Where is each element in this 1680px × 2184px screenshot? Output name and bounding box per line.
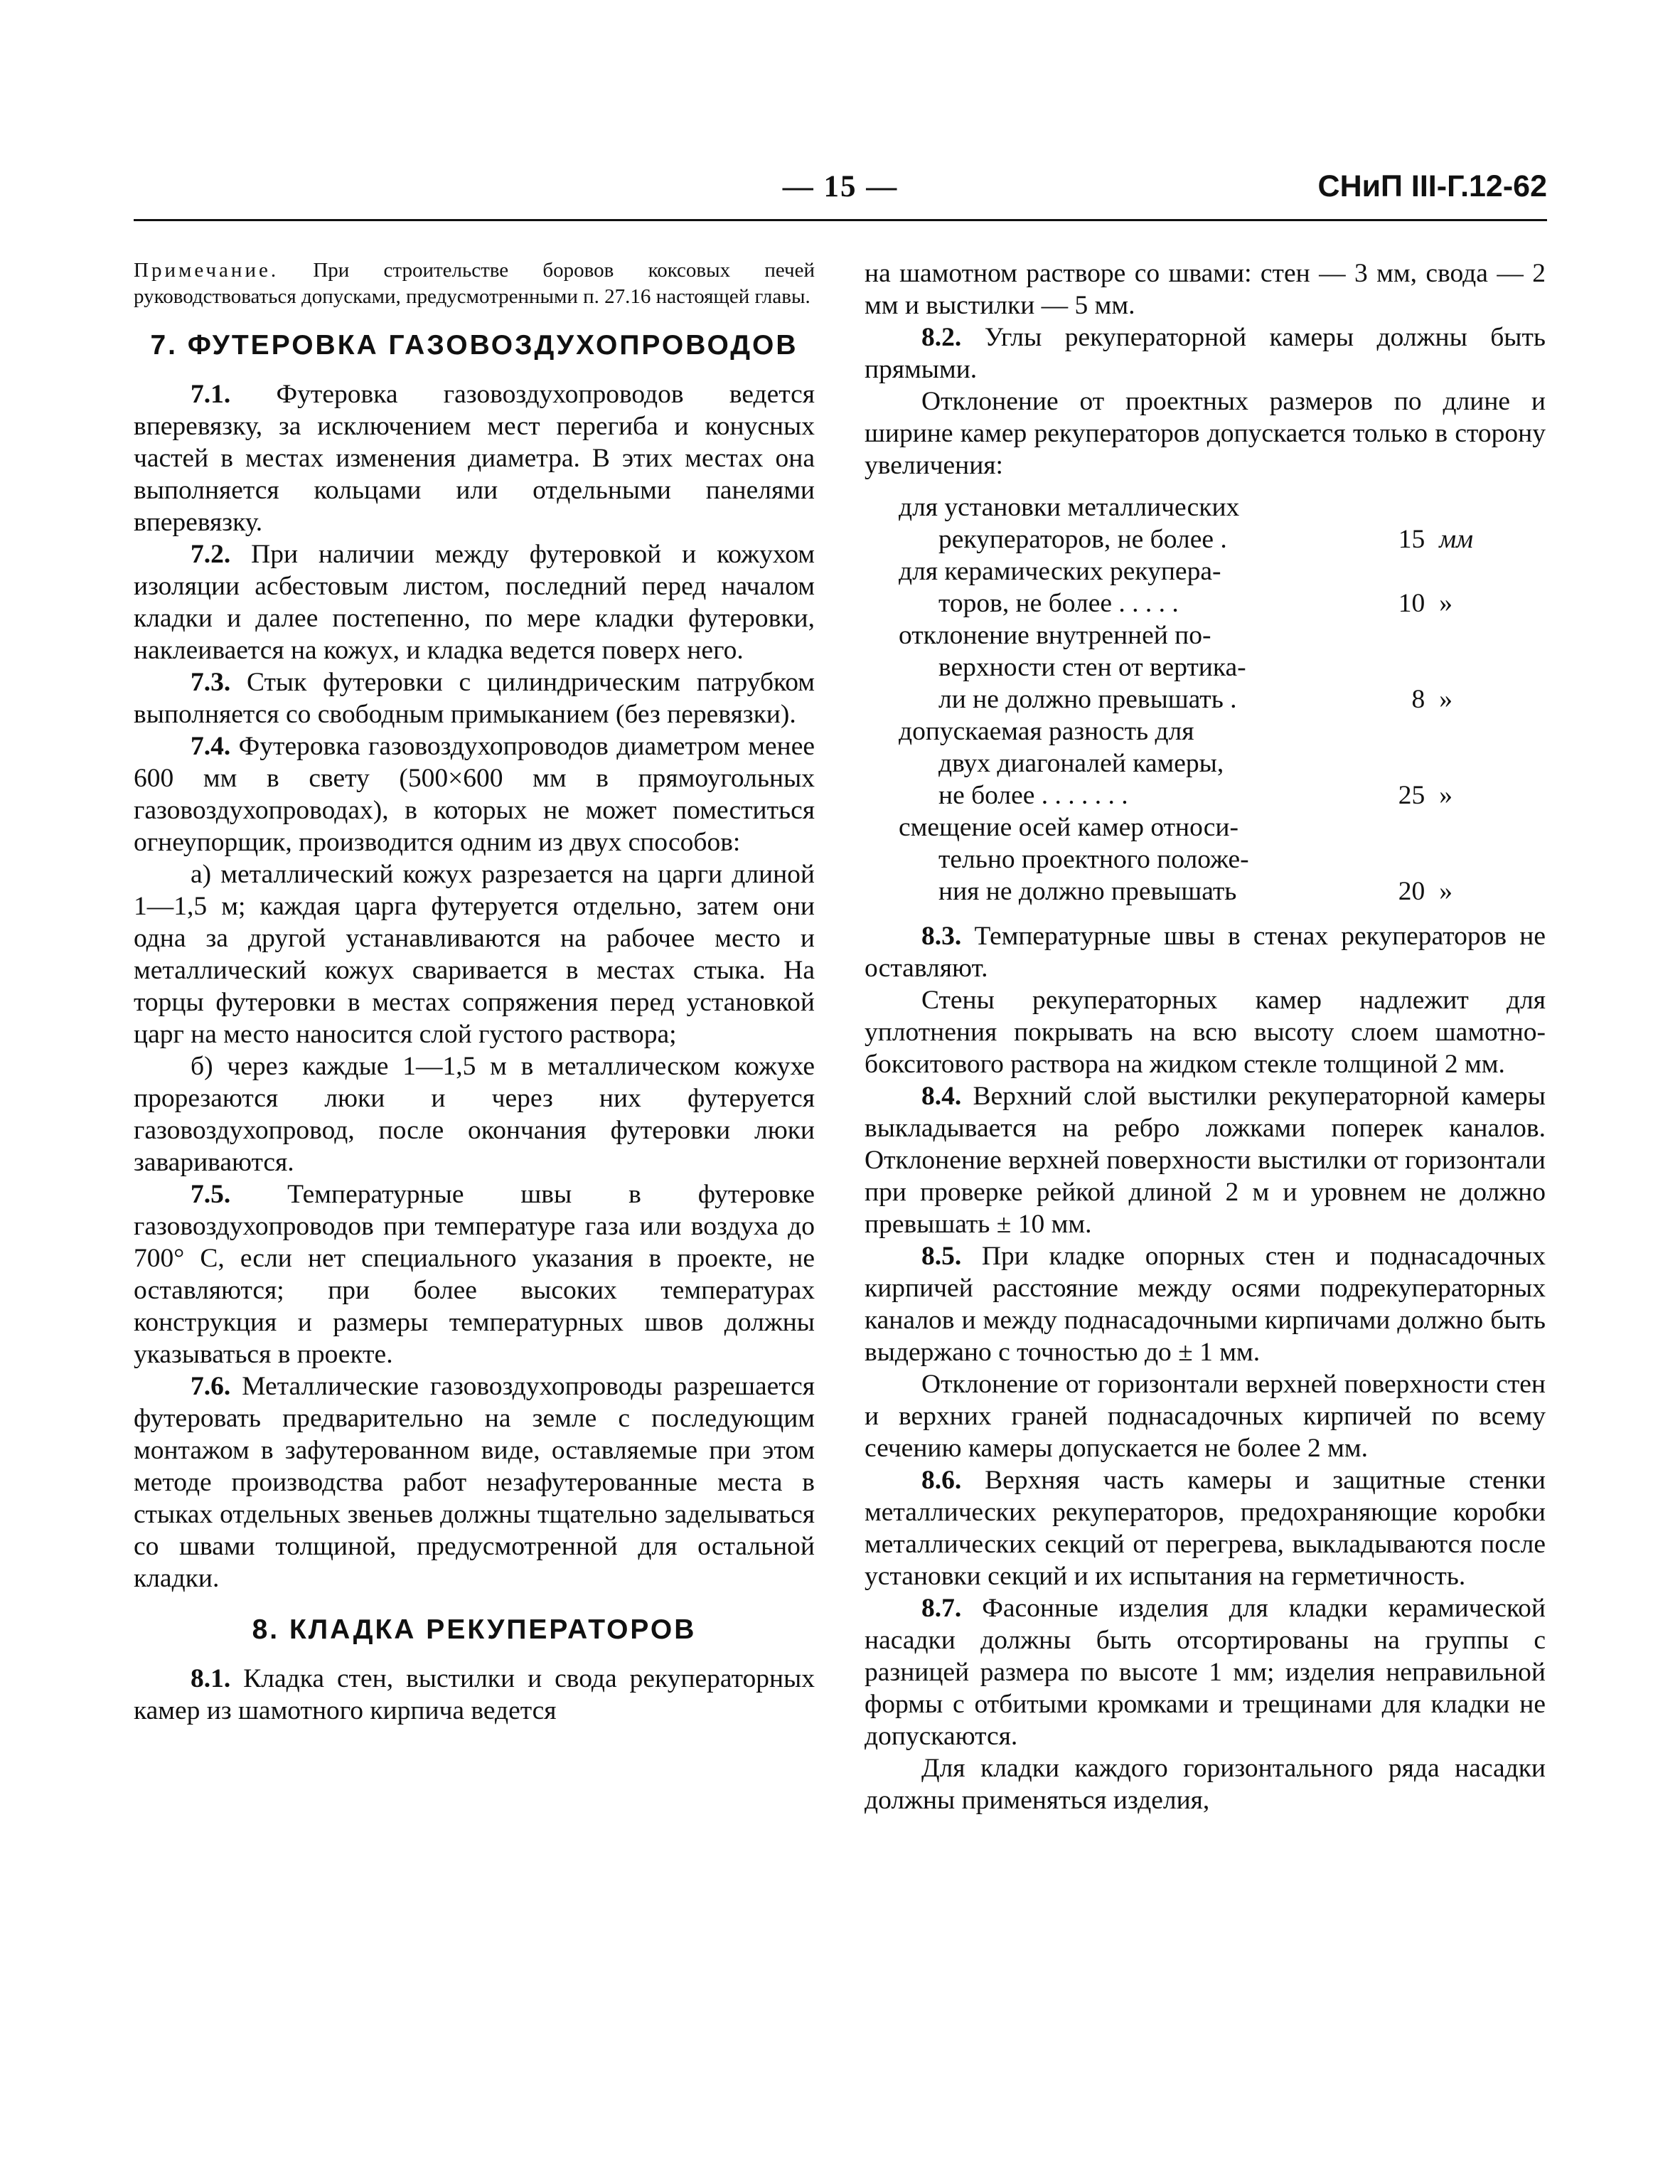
tolerance-row: [899, 555, 1524, 619]
paragraph-text: Металлические газовоздухопроводы разрешается футеровать предварительно на земле с последующим монтажом в зафутерованном виде, оставляемые при этом методе производства работ незафутерованные места в стыках отдельных звеньев должны тщательно заделываться со швами толщиной, предусмотренной для остальной кладки.: [134, 1372, 815, 1593]
paragraph-8-1-continued: на шамотном растворе со швами: стен — 3 мм, свода — 2 мм и выстилки — 5 мм.: [865, 259, 1546, 320]
tolerance-label: для установки металлических: [899, 493, 1240, 522]
paragraph-number: 8.2.: [921, 323, 962, 352]
paragraph-text: При кладке опорных стен и поднасадочных кирпичей расстояние между осями подрекуператорных каналов и между поднасадочными кирпичами должно быть выдержано с точностью до ± 1 мм.: [865, 1242, 1546, 1367]
paragraph-number: 8.1.: [191, 1664, 231, 1693]
paragraph-7-4: [134, 730, 815, 858]
paragraph-8-7: [865, 1592, 1546, 1752]
tolerance-value: 10: [1398, 589, 1425, 618]
paragraph-8-1: [134, 1663, 815, 1727]
paragraph-8-4: [865, 1080, 1546, 1240]
tolerance-unit: »: [1439, 877, 1452, 906]
paragraph-8-3: [865, 920, 1546, 984]
paragraph-number: 7.6.: [191, 1372, 231, 1401]
paragraph-number: 8.5.: [921, 1242, 962, 1271]
tolerance-label: не более . . . . . . .: [938, 781, 1128, 810]
tolerance-value: 20: [1398, 877, 1425, 906]
paragraph-text: Температурные швы в стенах рекуператоров не оставляют.: [865, 922, 1546, 983]
paragraph-7-4-b: б) через каждые 1—1,5 м в металлическом кожухе прорезаются люки и через них футеруется газовоздухопровод, после окончания футеровки люки завариваются.: [134, 1052, 815, 1177]
page-header: [134, 169, 1547, 219]
tolerance-row: [899, 715, 1524, 811]
paragraph-number: 8.3.: [921, 922, 962, 951]
paragraph-text: Футеровка газовоздухопроводов диаметром менее 600 мм в свету (500×600 мм в прямоугольных газовоздухопроводах), в которых не может поместиться огнеупорщик, производится одним из двух способов:: [134, 732, 815, 857]
tolerance-label: для керамических рекупера-: [899, 557, 1221, 586]
tolerance-unit: »: [1439, 589, 1452, 618]
note-label: Примечание.: [134, 259, 279, 282]
paragraph-8-2: [865, 321, 1546, 385]
document-code: СНиП III-Г.12-62: [1317, 169, 1547, 203]
paragraph-text: Углы рекуператорной камеры должны быть прямыми.: [865, 323, 1546, 384]
tolerance-row: [899, 491, 1524, 555]
tolerance-label: тельно проектного положе-: [938, 845, 1249, 874]
paragraph-text: Верхняя часть камеры и защитные стенки металлических рекуператоров, предохраняющие коробки металлических секций от перегрева, выкладываются после установки секций и их испытания на герметичность.: [865, 1466, 1546, 1591]
section-7-title: 7. ФУТЕРОВКА ГАЗОВОЗДУХОПРОВОДОВ: [150, 330, 798, 361]
paragraph-text: Температурные швы в футеровке газовоздухопроводов при температуре газа или воздуха до 700° С, если нет специального указания в проекте, не оставляются; при более высоких температурах конструкция и размеры температурных швов должны указываться в проекте.: [134, 1180, 815, 1369]
paragraph-7-5: [134, 1178, 815, 1370]
paragraph-text: Фасонные изделия для кладки керамической насадки должны быть отсортированы на группы с разницей размера по высоте 1 мм; изделия неправильной формы с отбитыми кромками и трещинами для кладки не допускаются.: [865, 1594, 1546, 1751]
tolerance-label: отклонение внутренней по-: [899, 621, 1211, 650]
tolerance-label: верхности стен от вертика-: [938, 653, 1246, 682]
paragraph-number: 8.7.: [921, 1594, 962, 1623]
paragraph-7-3: [134, 666, 815, 730]
tolerance-value: 25: [1398, 781, 1425, 810]
paragraph-8-5-b: Отклонение от горизонтали верхней поверхности стен и верхних граней поднасадочных кирпичей по всему сечению камеры допускается не более 2 мм.: [865, 1370, 1546, 1463]
paragraph-8-5: [865, 1240, 1546, 1368]
page-number: — 15 —: [782, 170, 899, 203]
note: [134, 257, 815, 310]
tolerance-value: 8: [1411, 685, 1425, 714]
paragraph-number: 7.5.: [191, 1180, 231, 1209]
paragraph-number: 8.6.: [921, 1466, 962, 1495]
paragraph-number: 7.3.: [191, 668, 231, 697]
tolerance-label: двух диагоналей камеры,: [938, 749, 1224, 778]
tolerance-label: ния не должно превышать: [938, 877, 1237, 906]
tolerance-unit: »: [1439, 781, 1452, 810]
tolerance-unit: мм: [1439, 525, 1474, 554]
tolerance-value: 15: [1398, 525, 1425, 554]
tolerance-label: ли не должно превышать .: [938, 685, 1237, 714]
paragraph-8-3-b: Стены рекуператорных камер надлежит для уплотнения покрывать на всю высоту слоем шамотно-бокситового раствора на жидком стекле толщиной 2 мм.: [865, 986, 1546, 1079]
left-column: [134, 257, 815, 1727]
paragraph-number: 7.2.: [191, 540, 231, 569]
paragraph-text: Футеровка газовоздухопроводов ведется вперевязку, за исключением мест перегиба и конусных частей в местах изменения диаметра. В этих местах она выполняется кольцами или отдельными панелями вперевязку.: [134, 380, 815, 537]
paragraph-text: При наличии между футеровкой и кожухом изоляции асбестовым листом, последний перед началом кладки и далее постепенно, по мере кладки футеровки, наклеивается на кожух, и кладка ведется поверх него.: [134, 540, 815, 665]
header-rule: [134, 219, 1547, 221]
paragraph-number: 7.4.: [191, 732, 231, 761]
paragraph-8-2-b: Отклонение от проектных размеров по длине и ширине камер рекуператоров допускается только в сторону увеличения:: [865, 387, 1546, 480]
tolerance-label: смещение осей камер относи-: [899, 813, 1238, 842]
tolerance-row: [899, 619, 1524, 715]
paragraph-number: 8.4.: [921, 1082, 962, 1111]
paragraph-text: Стык футеровки с цилиндрическим патрубком выполняется со свободным примыканием (без перевязки).: [134, 668, 815, 729]
tolerance-list: [899, 491, 1524, 907]
paragraph-number: 7.1.: [191, 380, 231, 409]
tolerance-unit: »: [1439, 685, 1452, 714]
tolerance-label: торов, не более . . . . .: [938, 589, 1179, 618]
tolerance-label: рекуператоров, не более .: [938, 525, 1227, 554]
paragraph-8-6: [865, 1464, 1546, 1592]
tolerance-label: допускаемая разность для: [899, 717, 1194, 746]
paragraph-7-4-a: а) металлический кожух разрезается на царги длиной 1—1,5 м; каждая царга футеруется отдельно, затем они одна за другой устанавливаются на рабочее место и металлический кожух сваривается в местах стыка. На торцы футеровки в местах сопряжения перед установкой царг на место наносится слой густого раствора;: [134, 860, 815, 1049]
note-text: При строительстве боровов коксовых печей руководствоваться допусками, предусмотренными п. 27.16 настоящей главы.: [134, 259, 815, 308]
paragraph-7-2: [134, 538, 815, 666]
section-8-title: 8. КЛАДКА РЕКУПЕРАТОРОВ: [252, 1614, 697, 1645]
paragraph-text: Кладка стен, выстилки и свода рекуператорных камер из шамотного кирпича ведется: [134, 1664, 815, 1725]
paragraph-7-6: [134, 1370, 815, 1594]
paragraph-7-1: [134, 378, 815, 538]
paragraph-text: Верхний слой выстилки рекуператорной камеры выкладывается на ребро ложками поперек каналов. Отклонение верхней поверхности выстилки от горизонтали при проверке рейкой длиной 2 м и уровнем не должно превышать ± 10 мм.: [865, 1082, 1546, 1239]
paragraph-8-7-b: Для кладки каждого горизонтального ряда насадки должны применяться изделия,: [865, 1754, 1546, 1815]
tolerance-row: [899, 811, 1524, 907]
right-column: [865, 257, 1546, 1816]
